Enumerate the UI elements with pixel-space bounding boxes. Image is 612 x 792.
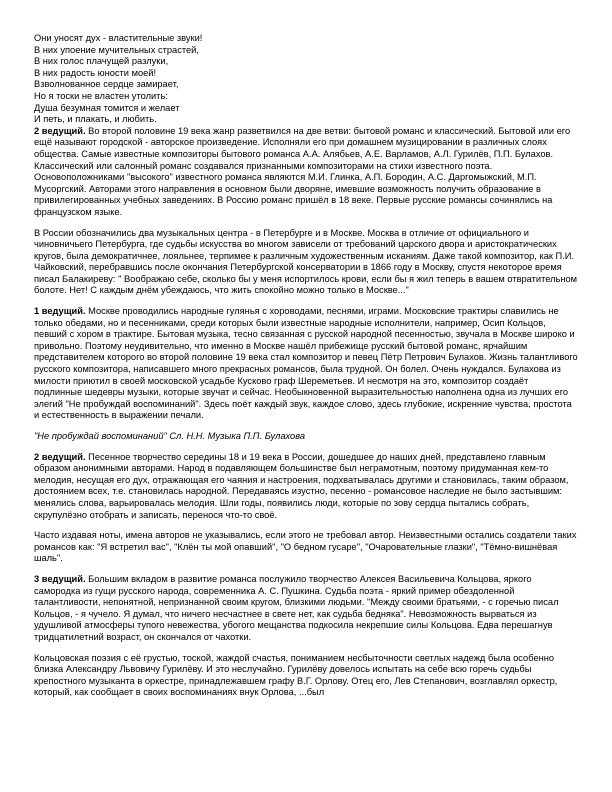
paragraph-text: Часто издавая ноты, имена авторов не указывались, если этого не требовал автор. Неизвестными остались создатели таких романсов как: "Я встретил вас", "Клён ты мой опавший", "О бедном гусаре", "Очаровательные глазки", "Тёмно-вишнёвая шаль". — [34, 530, 577, 564]
poem — [34, 33, 578, 126]
poem-line: В них радость юности моей! — [34, 67, 157, 78]
speaker-label: 3 ведущий. — [34, 573, 86, 584]
paragraph-unknown-authors — [34, 530, 578, 565]
poem-line: И петь, и плакать, и любить. — [34, 114, 157, 125]
paragraph-classic-vs-household-romance — [34, 126, 578, 219]
speaker-label: 2 ведущий. — [34, 451, 86, 462]
poem-line: Душа безумная томится и желает — [34, 102, 180, 113]
paragraph-text: Песенное творчество середины 18 и 19 века в России, дошедшее до наших дней, представлено главным образом анонимными авторами. Народ в подавляющем большинстве был неграмотным, поэтому придуманная кем-то мелодия, несущая его дух, отражающая его чаяния и настроения, подхватывалась другими и становилась, таким образом, достоянием всех, т.е. становилась народной. Передаваясь изустно, песенно - романсовое наследие не было застывшим: менялись слова, варьировалась мелодия. Шли годы, появились люди, которые по зову сердца пытались собрать, скрупулёзно отобрать и записать, перенося что-то своё. — [34, 451, 569, 520]
poem-line: В них упоение мучительных страстей, — [34, 44, 199, 55]
speaker-label: 1 ведущий. — [34, 306, 86, 317]
paragraph-text: В России обозначились два музыкальных центра - в Петербурге и в Москве. Москва в отличие от официального и чиновничьего Петербурга, где судьбы искусства во многом зависели от требований царского двора и аристократических кругов, была демократичнее, лояльнее, терпимее к различным художественным исканиям. Даже такой композитор, как П.И. Чайковский, перебравшись после окончания Петербургской консерватории в 1866 году в Москву, спустя некоторое время писал Балакиреву: " Воображаю себе, сколько бы у меня испортилось крови, если бы я жил теперь в вашем отвратительном болоте. Нет! С каждым днём убеждаюсь, что жить спокойно можно только в Москве..." — [34, 227, 578, 296]
poem-line: Они уносят дух - властительные звуки! — [34, 33, 203, 43]
poem-line: В них голос плачущей разлуки, — [34, 56, 169, 67]
song-caption: "Не пробуждай воспоминаний" Сл. Н.Н. Музыка П.П. Булахова — [34, 431, 306, 441]
paragraph-two-centers — [34, 228, 578, 298]
document-page — [34, 33, 578, 708]
paragraph-text: Кольцовская поэзия с её грустью, тоской, жаждой счастья, пониманием несбыточности светлых надежд была особенно близка Александру Львовичу Гурилёву. И это неслучайно. Гурилёву довелось испытать на себе всю горечь судьбы крепостного музыканта в оркестре, принадлежавшем графу В.Г. Орлову. Отец его, Лев Степанович, возглавлял оркестр, который, как сообщает в своих воспоминаниях внук Орлова, ...был — [34, 652, 558, 698]
paragraph-text: Большим вкладом в развитие романса послужило творчество Алексея Васильевича Кольцова, яркого самородка из гущи русского народа, современника А. С. Пушкина. Судьба поэта - яркий пример обездоленной талантливости, непонятной, непризнанной своим кругом, близкими людьми. "Между своими братьями, - с горечью писал Кольцов, - я чучело. Я думал, что ничего несчастнее в свете нет, как судьба бедняка". Невозможность вырваться из удушливой атмосферы тупого невежества, убогого мещанства подкосила некрепшие силы Кольцова. Едва перешагнув тридцатилетний возраст, он скончался от чахотки. — [34, 573, 559, 642]
paragraph-text: Во второй половине 19 века жанр разветвился на две ветви: бытовой романс и классический. Бытовой или его ещё называют городской - авторское произведение. Исполняли его при домашнем музицировании в различных слоях общества. Самые известные композиторы бытового романса А.А. Алябьев, А.Е. Варламов, А.Л. Гурилёв, П.П. Булахов. Классический или салонный романс создавался признанными композиторами на стихи известного поэта. Основоположниками "высокого" известного романса являются М.И. Глинка, А.П. Бородин, А.С. Даргомыжский, М.П. Мусоргский. Авторами этого направления в основном были дворяне, имевшие возможность получить образование в привилегированных учебных заведениях. В Россию романс пришёл в 18 веке. Первые русские романсы сочинялись на французском языке. — [34, 125, 571, 217]
paragraph-koltsov — [34, 574, 578, 644]
paragraph-text: Москве проводились народные гулянья с хороводами, песнями, играми. Московские трактиры славились не только обедами, но и песенниками, среди которых были известные народные исполнители, например, Осип Кольцов, певший с хором в трактире. Бытовая музыка, тесно связанная с русской народной песенностью, звучала в Москве широко и привольно. Поэтому неудивительно, что именно в Москве нашёл прибежище русский бытовой романс, ярчайшим представителем которого во второй половине 19 века стал композитор и певец Пётр Петрович Булахов. Жизнь талантливого русского композитора, написавшего много прекрасных романсов, была трудной. Он болел. Очень нуждался. Булахова из милости приютил в своей московской усадьбе Кусково граф Шереметьев. И несмотря на это, композитор создаёт подлинные шедевры музыки, которые звучат и сейчас. Необыкновенной выразительностью наполнена одна из лучших его элегий "Не пробуждай воспоминаний". Здесь поёт каждый звук, каждое слово, здесь глубокие, искренние чувства, простота и естественность в выражении печали. — [34, 306, 578, 421]
poem-line: Взволнованное сердце замирает, — [34, 79, 179, 90]
paragraph-gurilev — [34, 653, 578, 699]
speaker-label: 2 ведущий. — [34, 125, 86, 136]
poem-line: Но я тоски не властен утолить: — [34, 90, 168, 101]
paragraph-moscow — [34, 306, 578, 422]
paragraph-song-creativity — [34, 452, 578, 522]
